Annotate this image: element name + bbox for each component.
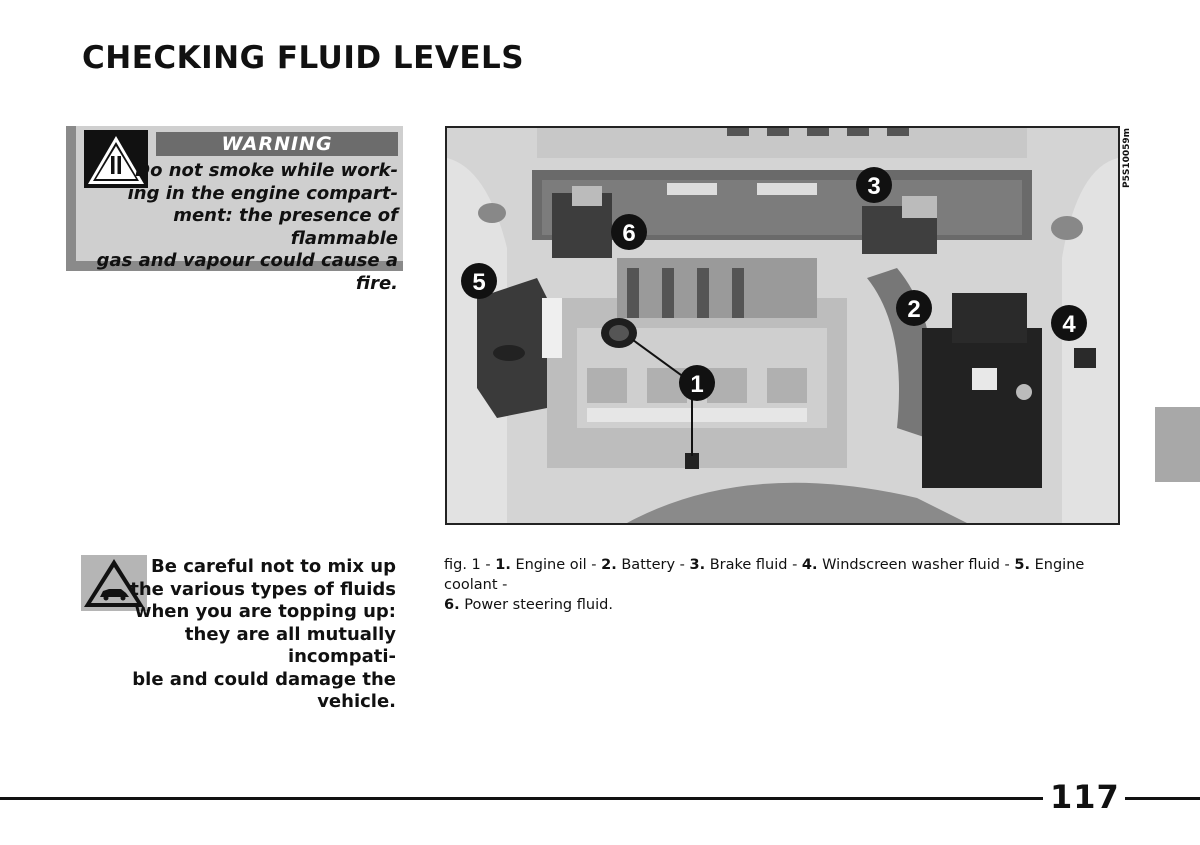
- callout-3-label: 3: [867, 173, 881, 200]
- caption-sep: -: [497, 577, 508, 593]
- callout-1: [679, 365, 715, 401]
- caption-num: 1.: [495, 557, 511, 573]
- footer-rule-left: [0, 797, 1043, 800]
- section-tab: [1155, 407, 1200, 482]
- callout-6-label: 6: [622, 220, 636, 247]
- page-number: 117: [1050, 778, 1120, 816]
- callout-6: [611, 214, 647, 250]
- figure-code: [1122, 128, 1136, 188]
- caution-line: the various types of fluids: [130, 578, 396, 600]
- caption-sep: .: [608, 597, 613, 613]
- caption-prefix: fig. 1 -: [444, 557, 496, 573]
- caption-num: 5.: [1014, 557, 1030, 573]
- warning-header: WARNING: [156, 132, 398, 156]
- caption-num: 3.: [689, 557, 706, 573]
- caution-line: they are all mutually incompati-: [184, 623, 396, 667]
- engine-illustration: [447, 128, 1118, 523]
- caption-label: Engine oil: [515, 557, 587, 573]
- callout-1-label: 1: [690, 371, 704, 398]
- callout-5: [461, 263, 497, 299]
- callout-3: [856, 167, 892, 203]
- warning-line: gas and vapour could cause a fire.: [96, 250, 398, 294]
- caution-line: ble and could damage the vehicle.: [132, 668, 396, 712]
- callout-5-label: 5: [472, 269, 486, 296]
- callout-4: [1051, 305, 1087, 341]
- engine-compartment-figure: [445, 126, 1120, 525]
- callout-2-label: 2: [907, 296, 921, 323]
- warning-line: ing in the engine compart-: [127, 182, 398, 204]
- callout-2: [896, 290, 932, 326]
- figure-code-label: P5S10059m: [1122, 127, 1132, 188]
- footer-rule-right: [1125, 797, 1200, 800]
- caption-sep: -: [999, 557, 1015, 573]
- caption-sep: -: [586, 557, 602, 573]
- caution-line: Be careful not to mix up: [151, 556, 396, 577]
- caption-num: 4.: [801, 557, 818, 573]
- caption-label: Engine coolant: [444, 557, 1085, 593]
- caption-label: Power steering fluid: [464, 597, 609, 613]
- caption-sep: -: [787, 557, 802, 573]
- caution-text: [80, 556, 396, 714]
- warning-text: [82, 160, 398, 295]
- caption-label: Battery: [621, 557, 676, 573]
- caption-sep: -: [675, 557, 690, 573]
- caution-line: when you are topping up:: [134, 601, 396, 622]
- warning-line: ment: the presence of flammable: [173, 205, 398, 249]
- warning-line: Do not smoke while work-: [135, 160, 398, 181]
- caption-num: 6.: [444, 597, 460, 613]
- callout-4-label: 4: [1062, 311, 1076, 338]
- page-title: CHECKING FLUID LEVELS: [82, 40, 525, 76]
- caption-label: Brake fluid: [709, 557, 788, 573]
- figure-caption: [444, 555, 1134, 615]
- caption-num: 2.: [601, 557, 617, 573]
- caption-label: Windscreen washer fluid: [822, 557, 1000, 573]
